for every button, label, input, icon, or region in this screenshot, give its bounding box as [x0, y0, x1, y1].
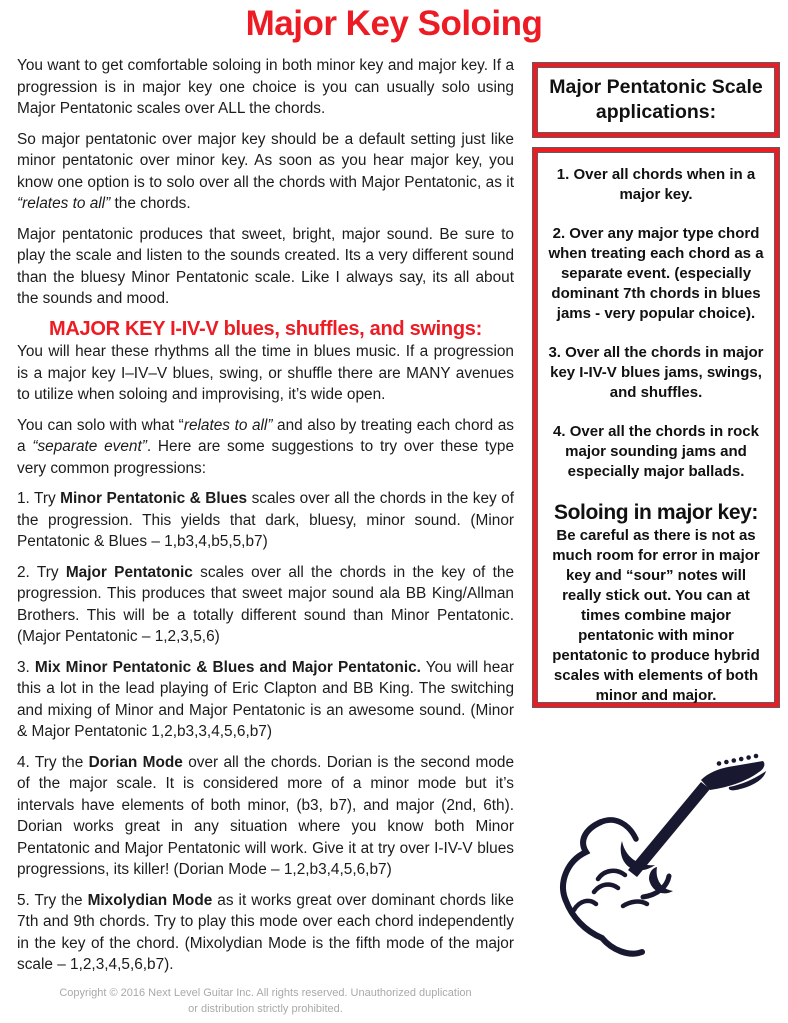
sidebar-item-1: 1. Over all chords when in a major key. [556, 166, 756, 203]
page-title: Major Key Soloing [245, 4, 543, 43]
paragraph: You can solo with what “relates to all” and also by treating each chord as a “separate event”. Here are some suggestions to try over these type very common progressions: [17, 416, 515, 477]
soloing-heading: Soloing in major key: [554, 501, 758, 524]
sidebar-body-box [533, 148, 779, 707]
sidebar-item-2: 2. Over any major type chord when treating each chord as a separate event. (especially dominant 7th chords in blues jams - very popular choice). [548, 225, 764, 322]
section-heading: MAJOR KEY I-IV-V blues, shuffles, and swings: [49, 317, 482, 340]
sidebar-item-3: 3. Over all the chords in major key I-IV-V blues jams, swings, and shuffles. [548, 344, 764, 401]
list-item-1: 1. Try Minor Pentatonic & Blues scales over all the chords in the key of the progression. This yields that dark, bluesy, minor sound. (Minor Pentatonic & Blues – 1,b3,4,b5,5,b7) [17, 490, 514, 550]
list-item-2: 2. Try Major Pentatonic scales over all the chords in the key of the progression. This produces that sweet major sound ala BB King/Allman Brothers. This will be a totally different sound than Minor Pentatonic. (Major Pentatonic – 1,2,3,5,6) [17, 563, 515, 645]
electric-guitar-icon [530, 740, 788, 980]
paragraph: Major pentatonic produces that sweet, bright, major sound. Be sure to play the scale and listen to the sounds created. Its a very different sound than the bluesy Minor Pentatonic scale. Like I always say, its all about the sounds and mood. [17, 225, 514, 307]
soloing-caution-text: Be careful as there is not as much room for error in major key and “sour” notes will really stick out. You can at times combine major pentatonic with minor pentatonic to produce hybrid scales with elements of both minor and major. [552, 527, 760, 704]
paragraph: You will hear these rhythms all the time in blues music. If a progression is a major key I–IV–V blues, swing, or shuffle there are MANY avenues to utilize when soloing and improvising, it’s wide open. [17, 343, 514, 403]
list-item-4: 4. Try the Dorian Mode over all the chords. Dorian is the second mode of the major scale. It is considered more of a minor mode but it’s intervals have elements of both minor, (b3, b7), and major (2nd, 6th). Dorian works great in any situation where you know both Minor Pentatonic and Major Pentatonic will work. Give it at try over I-IV-V blues progressions, its killer! (Dorian Mode – 1,2,b3,4,5,6,b7) [17, 753, 514, 878]
copyright-line: or distribution strictly prohibited. [188, 1002, 343, 1015]
list-item-3: 3. Mix Minor Pentatonic & Blues and Major Pentatonic. You will hear this a lot in the lead playing of Eric Clapton and BB King. The switching and mixing of Minor and Major Pentatonic is an awesome sound. (Minor & Major Pentatonic 1,2,b3,3,4,5,6,b7) [17, 658, 514, 740]
paragraph: So major pentatonic over major key should be a default setting just like minor pentatonic over minor key. As soon as you hear major key, you know one option is to solo over all the chords with Major Pentatonic, as it “relates to all” the chords. [17, 130, 514, 212]
main-column [17, 55, 514, 1017]
sidebar-header-box [533, 63, 779, 137]
intro-paragraph: You want to get comfortable soloing in both minor key and major key. If a progression is in major key one choice is you can usually solo using Major Pentatonic scales over ALL the chords. [17, 57, 514, 117]
sidebar-item-4: 4. Over all the chords in rock major sounding jams and especially major ballads. [553, 423, 759, 480]
copyright-line: Copyright © 2016 Next Level Guitar Inc. All rights reserved. Unauthorized duplication [59, 986, 472, 999]
copyright-footer [17, 985, 514, 1017]
sidebar-title: Major Pentatonic Scale applications: [549, 75, 763, 123]
list-item-5: 5. Try the Mixolydian Mode as it works great over dominant chords like 7th and 9th chords. Try to play this mode over each chord independently in the key of the chord. (Mixolydian Mode is the fifth mode of the major scale – 1,2,3,4,5,6,b7). [17, 891, 514, 973]
